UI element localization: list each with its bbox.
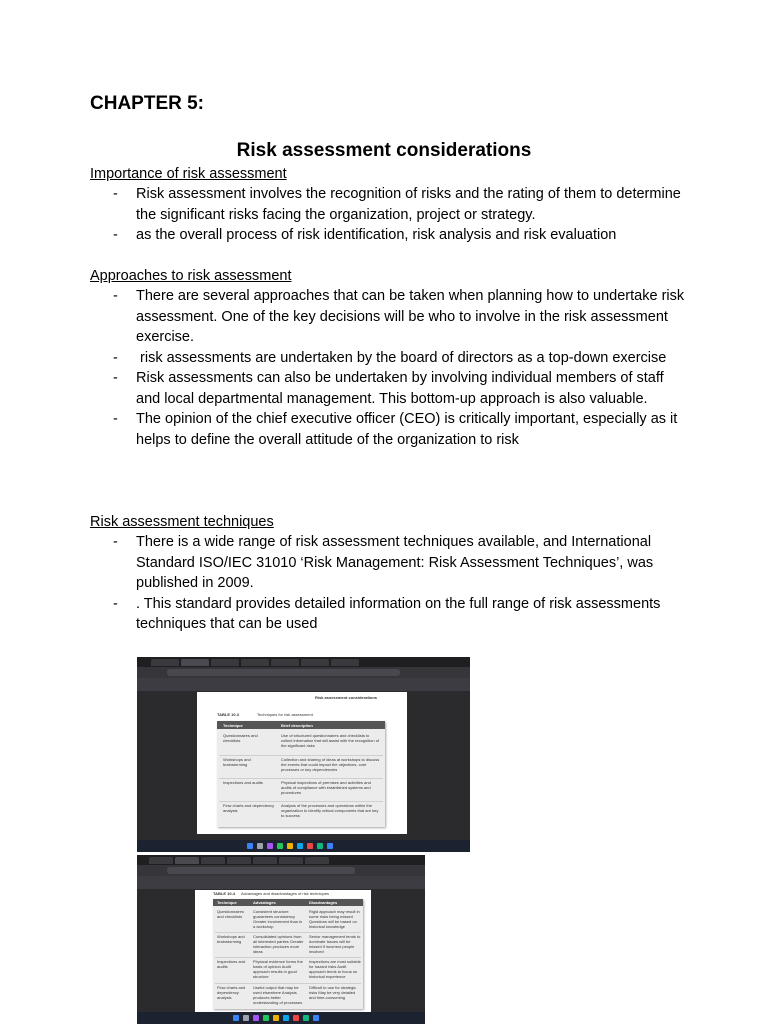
app-icon: [317, 843, 323, 849]
table-cell: Consistent structure guarantees consistency Greater involvement than in a workshop: [253, 909, 303, 929]
list-item: [90, 225, 690, 246]
pdf-page: [197, 692, 407, 834]
list-item: [90, 286, 690, 348]
bullet-text: as the overall process of risk identification, risk analysis and risk evaluation: [136, 227, 617, 243]
list-item: [90, 532, 690, 594]
browser-tab-bar: [137, 657, 470, 667]
bullet-text: Risk assessments can also be undertaken by involving individual members of staff and local departmental management. This bottom-up approach is also valuable.: [136, 370, 664, 407]
os-taskbar: [137, 840, 470, 852]
table-cell: Flow charts and dependency analysis: [223, 803, 275, 813]
table-caption-label: TABLE 10.4: [213, 891, 235, 896]
app-icon: [253, 1015, 259, 1021]
table-cell: Workshops and brainstorming: [223, 757, 251, 767]
list-item: [90, 184, 690, 225]
list-item: [90, 594, 690, 635]
pdf-page: [195, 890, 371, 1012]
search-icon: [243, 1015, 249, 1021]
bullet-dash: -: [113, 288, 118, 304]
table-cell: Difficult to use for strategic risks May be very detailed and time-consuming: [309, 985, 357, 1000]
app-icon: [267, 843, 273, 849]
list-item: [90, 368, 690, 409]
bullet-dash: -: [113, 534, 118, 550]
table-10-3: [217, 721, 385, 827]
table-cell: Questionnaires and checklists: [223, 733, 258, 743]
app-icon: [293, 1015, 299, 1021]
table-cell: Senior management tends to dominate Issues will be missed if incorrect people involved: [309, 934, 361, 954]
os-taskbar: [137, 1012, 425, 1024]
app-icon: [313, 1015, 319, 1021]
bullet-text: There is a wide range of risk assessment techniques available, and International Standard ISO/IEC 31010 ‘Risk Management: Risk Assessment Techniques’, was published in 2009.: [136, 534, 654, 591]
app-icon: [263, 1015, 269, 1021]
table-cell: Physical evidence forms the basis of opinion Audit approach results in good structure: [253, 959, 303, 979]
section-heading: Importance of risk assessment: [90, 166, 287, 182]
bullet-dash: -: [113, 595, 118, 612]
chapter-heading: CHAPTER 5:: [90, 93, 205, 114]
browser-tab-bar: [137, 855, 425, 865]
bullet-dash: -: [113, 227, 118, 243]
table-cell: Physical inspections of premises and activities and audits of compliance with established systems and procedures: [281, 780, 371, 795]
browser-address-bar: [137, 667, 470, 678]
table-cell: Analysis of the processes and operations within the organization to identify critical components that are key to success: [281, 803, 379, 818]
app-icon: [277, 843, 283, 849]
bullet-list: [90, 286, 690, 450]
table-col-header: Disadvantages: [309, 900, 338, 905]
table-cell: Rigid approach may result in some risks being missed Questions will be based on historical knowledge: [309, 909, 360, 929]
app-icon: [327, 843, 333, 849]
section-techniques: [90, 513, 690, 635]
embedded-screenshot-1: [137, 657, 470, 852]
folder-icon: [273, 1015, 279, 1021]
bullet-dash: -: [113, 370, 118, 386]
table-cell: Use of structured questionnaires and checklists to collect information that will assist with the recognition of the significant risks: [281, 733, 380, 748]
bullet-dash: -: [113, 186, 118, 202]
app-icon: [307, 843, 313, 849]
bullet-text: There are several approaches that can be taken when planning how to undertake risk assessment. One of the key decisions will be who to involve in the risk assessment exercise.: [136, 288, 685, 345]
start-icon: [247, 843, 253, 849]
table-caption: Techniques for risk assessment: [257, 712, 313, 717]
table-cell: Useful output that may be used elsewhere Analysis produces better understanding of processes: [253, 985, 303, 1005]
browser-icon: [297, 843, 303, 849]
start-icon: [233, 1015, 239, 1021]
table-cell: Workshops and brainstorming: [217, 934, 245, 944]
app-icon: [303, 1015, 309, 1021]
section-heading: Risk assessment techniques: [90, 514, 274, 530]
pdf-toolbar: [137, 678, 470, 691]
table-10-4: [213, 899, 363, 1009]
browser-address-bar: [137, 865, 425, 876]
pdf-page-header: Risk assessment considerations: [314, 695, 377, 700]
section-heading: Approaches to risk assessment: [90, 268, 292, 284]
table-col-header: Brief description: [281, 723, 313, 728]
bullet-text: The opinion of the chief executive officer (CEO) is critically important, especially as it helps to define the overall attitude of the organization to risk: [136, 411, 678, 448]
table-caption: Advantages and disadvantages of risk techniques: [241, 891, 330, 896]
search-icon: [257, 843, 263, 849]
bullet-list: [90, 532, 690, 635]
page-title: Risk assessment considerations: [236, 140, 532, 161]
bullet-text: Risk assessment involves the recognition of risks and the rating of them to determine the significant risks facing the organization, project or strategy.: [136, 186, 681, 223]
table-col-header: Advantages: [253, 900, 276, 905]
section-approaches: [90, 267, 690, 450]
folder-icon: [287, 843, 293, 849]
table-cell: Collection and sharing of ideas at workshops to discuss the events that could impact the objectives, core processes or key dependencies: [281, 757, 380, 772]
table-col-header: Technique: [217, 900, 237, 905]
section-importance: [90, 165, 690, 246]
pdf-toolbar: [137, 876, 425, 889]
table-cell: Flow charts and dependency analysis: [217, 985, 246, 1000]
embedded-screenshot-2: [137, 855, 425, 1024]
list-item: [90, 409, 690, 450]
bullet-list: [90, 184, 690, 246]
table-caption-label: TABLE 10.3: [217, 712, 239, 717]
list-item: [90, 348, 690, 369]
browser-icon: [283, 1015, 289, 1021]
table-cell: Inspections are most suitable for hazard risks Audit approach tends to focus on historical experience: [309, 959, 361, 979]
bullet-text: . This standard provides detailed information on the full range of risk assessments techniques that can be used: [136, 595, 661, 632]
table-cell: Inspections and audits: [223, 780, 263, 785]
bullet-text: risk assessments are undertaken by the board of directors as a top-down exercise: [136, 349, 667, 366]
table-cell: Consolidated opinions from all interested parties Greater interaction produces more ideas: [253, 934, 304, 954]
table-cell: Questionnaires and checklists: [217, 909, 244, 919]
table-cell: Inspections and audits: [217, 959, 246, 969]
bullet-dash: -: [113, 349, 118, 366]
table-col-header: Technique: [223, 723, 243, 728]
bullet-dash: -: [113, 411, 118, 427]
